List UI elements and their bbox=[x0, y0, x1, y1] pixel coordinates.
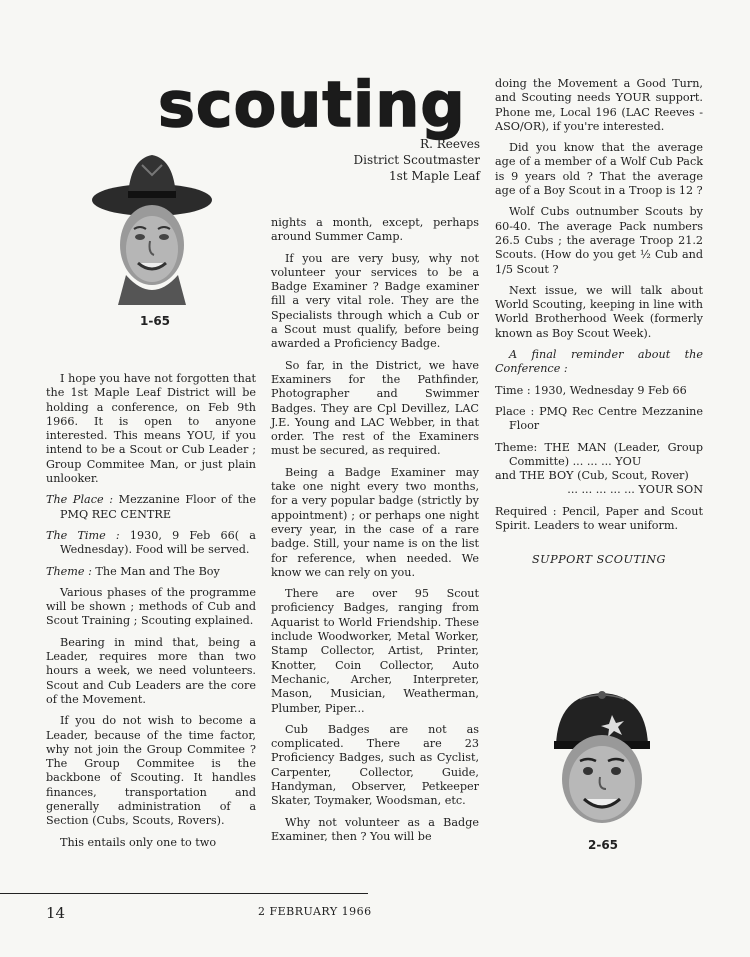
conference-required: Required : Pencil, Paper and Scout Spirit. Leaders to wear uniform. bbox=[495, 504, 703, 533]
paragraph: So far, in the District, we have Examiners for the Pathfinder, Photographer and Swimmer Badges. They are Cpl Devillez, LAC J.E. Young and LAC Webber, in that order. The rest of the Examiners must be secured, as required. bbox=[271, 358, 479, 458]
reminder-heading: A final reminder about the Conference : bbox=[495, 348, 703, 376]
column-1 bbox=[46, 372, 256, 857]
conference-time: Time : 1930, Wednesday 9 Feb 66 bbox=[495, 383, 687, 397]
paragraph: This entails only one to two bbox=[60, 835, 217, 849]
column-2 bbox=[271, 216, 479, 851]
cub-cap-illustration bbox=[540, 685, 665, 833]
column-3 bbox=[495, 77, 703, 575]
paragraph: doing the Movement a Good Turn, and Scouting needs YOUR support. Phone me, Local 196 (LAC Reeves - ASO/OR), if you're interested. bbox=[495, 77, 703, 133]
theme-line bbox=[46, 565, 256, 579]
paragraph: Being a Badge Examiner may take one night every two months, for a very popular badge (strictly by appointment) ; or perhaps one night every year, in the case of a rare badge. Still, your name is on the list for reference, when needed. We know we can rely on you. bbox=[271, 465, 479, 579]
place-line bbox=[46, 493, 256, 522]
byline-group: 1st Maple Leaf bbox=[389, 169, 480, 183]
conference-place: Place : PMQ Rec Centre Mezzanine Floor bbox=[495, 404, 703, 433]
illustration-caption-bottom: 2-65 bbox=[588, 838, 619, 852]
byline-author: R. Reeves bbox=[420, 137, 480, 151]
paragraph: Bearing in mind that, being a Leader, requires more than two hours a week, we need volunteers. Scout and Cub Leaders are the core of the Movement. bbox=[46, 635, 256, 706]
paragraph: nights a month, except, perhaps around Summer Camp. bbox=[271, 216, 479, 244]
paragraph: There are over 95 Scout proficiency Badges, ranging from Aquarist to World Friendship. These include Woodworker, Metal Worker, Stamp Collector, Artist, Printer, Knotter, Coin Collector, Auto Mechanic, Archer, Interpreter, Mason, Musician, Weatherman, Plumber, Piper... bbox=[271, 587, 479, 715]
time-line bbox=[46, 529, 256, 558]
issue-date: 2 FEBRUARY 1966 bbox=[258, 905, 372, 918]
time-value: 1930, 9 Feb 66( a Wednesday). Food will be served. bbox=[60, 528, 256, 557]
footer-rule bbox=[0, 893, 368, 894]
paragraph: If you are very busy, why not volunteer your services to be a Badge Examiner ? Badge examiner fill a very vital role. They are the Specialists through which a Cub or a Scout must qualify, before being awarded a Proficiency Badge. bbox=[271, 251, 479, 351]
paragraph: I hope you have not forgotten that the 1st Maple Leaf District will be holding a conference, on Feb 9th 1966. It is open to anyone interested. This means YOU, if you intend to be a Scout or Cub Leader ; Group Commitee Man, or just plain unlooker. bbox=[46, 372, 256, 486]
byline bbox=[300, 136, 480, 184]
theme-label: Theme : bbox=[46, 564, 92, 578]
paragraph: Cub Badges are not as complicated. There are 23 Proficiency Badges, such as Cyclist, Carpenter, Collector, Guide, Handyman, Observer, Petkeeper Skater, Toymaker, Woodsman, etc. bbox=[271, 722, 479, 808]
illustration-caption-top: 1-65 bbox=[140, 314, 171, 328]
conference-theme-3: ... ... ... ... ... YOUR SON bbox=[567, 483, 703, 497]
paragraph: Why not volunteer as a Badge Examiner, then ? You will be bbox=[271, 815, 479, 843]
paragraph: If you do not wish to become a Leader, because of the time factor, why not join the Group Commitee ? The Group Commitee is the backbone of Scouting. It handles finances, transportation and generally administration of a Section (Cubs, Scouts, Rovers). bbox=[46, 714, 256, 828]
paragraph: Various phases of the programme will be shown ; methods of Cub and Scout Training ; Scouting explained. bbox=[46, 585, 256, 628]
place-label: The Place : bbox=[46, 493, 113, 507]
page-number: 14 bbox=[46, 904, 66, 922]
conference-theme-2: and THE BOY (Cub, Scout, Rover) bbox=[495, 469, 689, 483]
byline-role: District Scoutmaster bbox=[353, 153, 480, 167]
paragraph: Wolf Cubs outnumber Scouts by 60-40. The average Pack numbers 26.5 Cubs ; the average Troop 21.2 Scouts. (How do you get ½ Cub and 1/5 Scout ? bbox=[495, 205, 703, 276]
article-title: scouting bbox=[158, 68, 466, 141]
paragraph: Next issue, we will talk about World Scouting, keeping in line with World Brotherhood Week (formerly known as Boy Scout Week). bbox=[495, 283, 703, 340]
paragraph: Did you know that the average age of a member of a Wolf Cub Pack is 9 years old ? That the average age of a Boy Scout in a Troop is 12 ? bbox=[495, 141, 703, 198]
scout-hat-illustration bbox=[90, 145, 215, 315]
support-scouting: SUPPORT SCOUTING bbox=[532, 553, 666, 567]
conference-theme-1: Theme: THE MAN (Leader, Group Committe) ... ... ... YOU bbox=[495, 440, 703, 468]
time-label: The Time : bbox=[46, 528, 120, 542]
place-value: Mezzanine Floor of the PMQ REC CENTRE bbox=[60, 493, 257, 521]
theme-value: The Man and The Boy bbox=[95, 564, 220, 578]
